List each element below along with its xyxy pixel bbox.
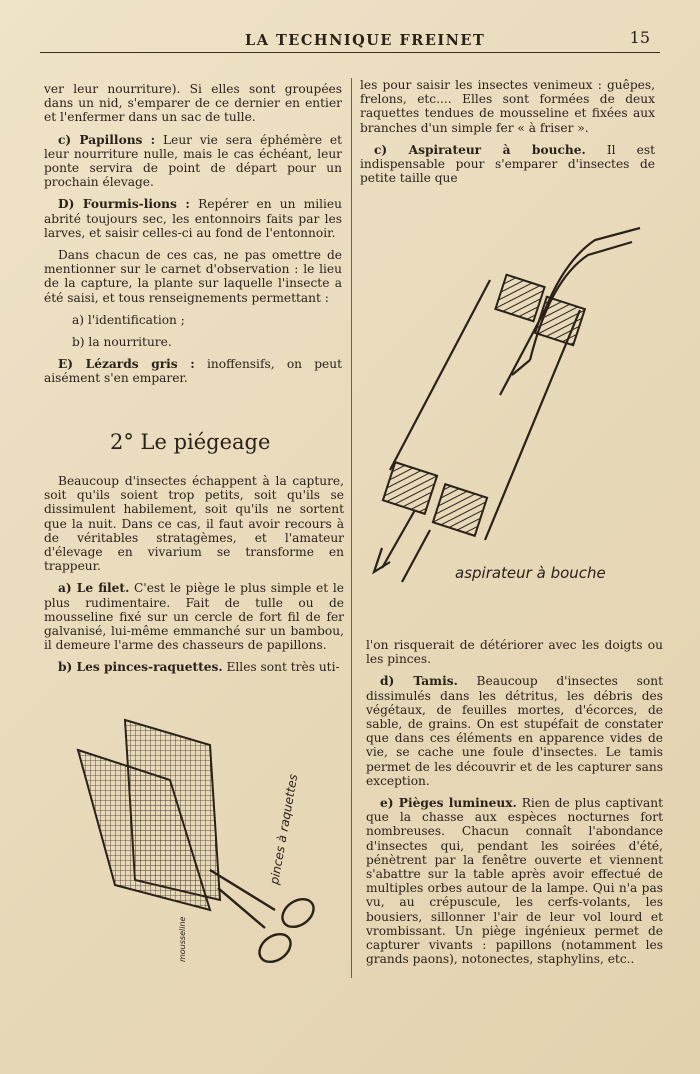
paragraph-text: C'est le piège le plus simple et le plus rudimentaire. Fait de tulle ou de mousseline fixé sur un cercle de fort fil de fer galvanisé, lui-même emmanché sur un bambou, il demeure l'arme des chasseurs de papillons. xyxy=(44,581,344,653)
run-in-heading: a) Le filet. xyxy=(58,581,130,596)
run-in-heading: c) Aspirateur à bouche. xyxy=(374,142,586,157)
running-header xyxy=(40,26,660,53)
paragraph-tamis xyxy=(366,674,663,788)
paragraph-text: Elles sont très uti- xyxy=(222,660,340,675)
pinces-raquettes-figure xyxy=(60,700,350,980)
run-in-heading: b) Les pinces-raquettes. xyxy=(58,660,223,675)
section-heading: 2° Le piégeage xyxy=(110,430,271,454)
paragraph: l'on risquerait de détériorer avec les doigts ou les pinces. xyxy=(366,638,663,667)
paragraph-text: inoffensifs, on peut aisément s'en emparer. xyxy=(44,357,342,386)
paragraph-lezards xyxy=(44,357,342,385)
paragraph-text: Repérer en un milieu abrité toujours sec, les entonnoirs faits par les larves, et saisir celles-ci au fond de l'entonnoir. xyxy=(44,197,342,240)
paragraph-text: Beaucoup d'insectes sont dissimulés dans les détritus, les débris des végétaux, de feuilles mortes, d'écorces, de sable, de grains. On est stupéfait de constater que dans ces éléments en apparence vides de vie, se cache une foule d'insectes. Le tamis permet de les découvrir et de les capturer sans exception. xyxy=(366,674,663,788)
paragraph: Beaucoup d'insectes échappent à la capture, soit qu'ils soient trop petits, soit qu'ils se dissimulent habilement, soit qu'ils ne sortent que la nuit. Dans ce cas, il faut avoir recours à de véritables stratagèmes, et l'amateur d'élevage en vivarium se transforme en trappeur. xyxy=(44,474,344,574)
run-in-heading: d) Tamis. xyxy=(380,674,458,689)
journal-title: LA TECHNIQUE FREINET xyxy=(245,32,486,49)
paragraph: ver leur nourriture). Si elles sont groupées dans un nid, s'emparer de ce dernier en entier et l'enfermer dans un sac de tulle. xyxy=(44,82,342,125)
list-item: b) la nourriture. xyxy=(72,335,172,350)
paragraph-text: Rien de plus captivant que la chasse aux espèces nocturnes fort nombreuses. Chacun connaît l'abondance d'insectes qui, pendant les soirées d'été, pénètrent par la fenêtre ouverte et viennent s'abattre sur la table après avoir effectué de multiples orbes autour de la lampe. Qui n'a pas vu, au crépuscule, les cerfs-volants, les bousiers, sillonner l'air de leur vol lourd et vrombissant. Un piège ingénieux permet de capturer vivants : papillons (notamment les grands paons), notonectes, staphylins, etc.. xyxy=(366,796,663,967)
paragraph: les pour saisir les insectes venimeux : guêpes, frelons, etc.... Elles sont formées de deux raquettes tendues de mousseline et fixées aux branches d'un simple fer « à friser ». xyxy=(360,78,655,135)
right-column-bottom xyxy=(366,638,663,974)
list-item: a) l'identification ; xyxy=(72,312,185,327)
right-column-top xyxy=(360,78,655,193)
paragraph-aspirateur xyxy=(360,143,655,186)
run-in-heading: D) Fourmis-lions : xyxy=(58,197,190,212)
paragraph-text: Leur vie sera éphémère et leur nourriture nulle, mais le cas échéant, leur ponte servira de point de départ pour un prochain élevage. xyxy=(44,132,343,190)
aspirateur-caption: aspirateur à bouche xyxy=(455,564,606,582)
left-column-top xyxy=(44,82,342,394)
column-divider xyxy=(351,78,352,978)
pinces-caption: pinces à raquettes xyxy=(267,773,301,886)
page-number: 15 xyxy=(629,28,650,47)
paragraph-pinces xyxy=(44,660,344,674)
run-in-heading: c) Papillons : xyxy=(58,132,156,147)
paragraph-pieges-lumineux xyxy=(366,796,663,966)
left-column-bottom xyxy=(44,474,344,683)
paragraph-filet xyxy=(44,581,344,652)
paragraph-text: Il est indispensable pour s'emparer d'insectes de petite taille que xyxy=(360,142,656,186)
aspirateur-figure xyxy=(360,200,660,600)
mousseline-label: mousseline xyxy=(178,916,187,962)
paragraph: Dans chacun de ces cas, ne pas omettre de mentionner sur le carnet d'observation : le lieu de la capture, la plante sur laquelle l'insecte a été saisi, et tous renseignements permettant : xyxy=(44,248,342,305)
run-in-heading: e) Pièges lumineux. xyxy=(380,796,517,811)
run-in-heading: E) Lézards gris : xyxy=(58,357,195,372)
paragraph-papillons xyxy=(44,133,342,190)
paragraph-fourmis-lions xyxy=(44,197,342,240)
